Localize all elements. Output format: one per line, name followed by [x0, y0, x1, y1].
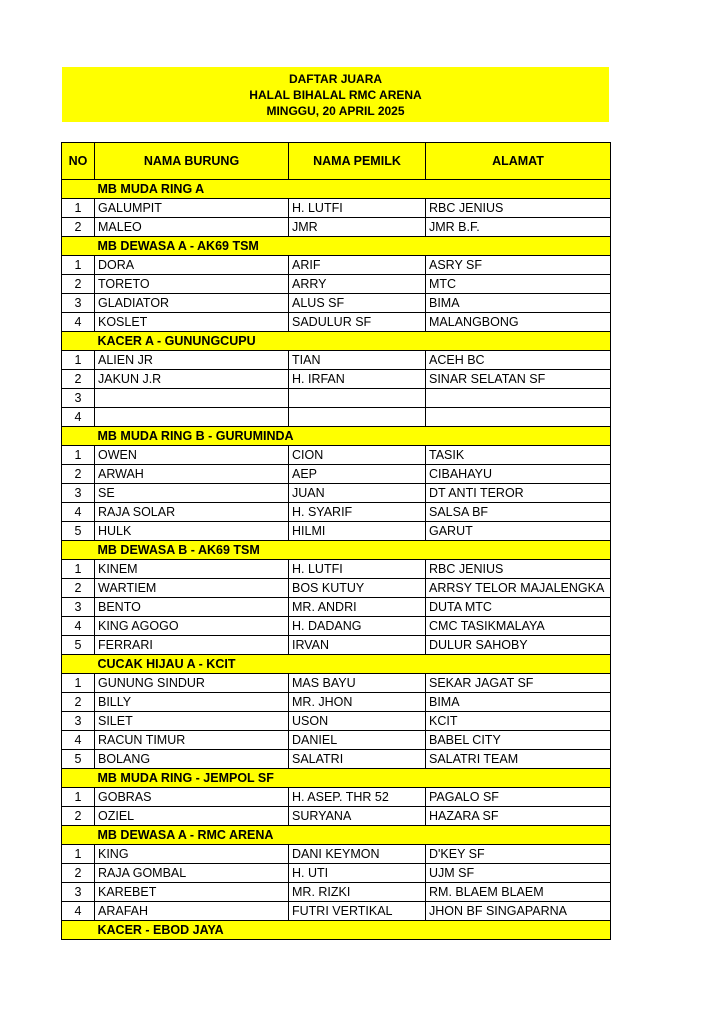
section-title: KACER - EBOD JAYA	[95, 921, 611, 940]
cell-nama-pemilik: H. UTI	[289, 864, 426, 883]
cell-no: 4	[62, 313, 95, 332]
cell-nama-pemilik: MR. ANDRI	[289, 598, 426, 617]
table-row	[62, 788, 611, 807]
cell-alamat: MTC	[426, 275, 611, 294]
table-row	[62, 902, 611, 921]
cell-nama-burung: RAJA SOLAR	[95, 503, 289, 522]
table-row	[62, 807, 611, 826]
table-header-row	[62, 143, 611, 180]
cell-nama-burung: RAJA GOMBAL	[95, 864, 289, 883]
table-row	[62, 484, 611, 503]
section-no-cell	[62, 769, 95, 788]
cell-nama-burung: KING	[95, 845, 289, 864]
header-nama-burung: NAMA BURUNG	[95, 143, 289, 180]
cell-nama-pemilik: SURYANA	[289, 807, 426, 826]
cell-no: 2	[62, 693, 95, 712]
section-title: MB MUDA RING A	[95, 180, 611, 199]
cell-no: 4	[62, 408, 95, 427]
table-row	[62, 560, 611, 579]
table-row	[62, 731, 611, 750]
cell-nama-pemilik: IRVAN	[289, 636, 426, 655]
cell-no: 5	[62, 750, 95, 769]
cell-nama-pemilik: JMR	[289, 218, 426, 237]
cell-nama-burung: KING AGOGO	[95, 617, 289, 636]
table-row	[62, 408, 611, 427]
cell-nama-pemilik: H. IRFAN	[289, 370, 426, 389]
section-title: MB MUDA RING B - GURUMINDA	[95, 427, 611, 446]
cell-nama-burung: OWEN	[95, 446, 289, 465]
section-no-cell	[62, 332, 95, 351]
header-no: NO	[62, 143, 95, 180]
cell-no: 1	[62, 674, 95, 693]
table-row	[62, 446, 611, 465]
cell-nama-pemilik: H. SYARIF	[289, 503, 426, 522]
cell-alamat: RM. BLAEM BLAEM	[426, 883, 611, 902]
cell-nama-burung: ARAFAH	[95, 902, 289, 921]
cell-alamat: ACEH BC	[426, 351, 611, 370]
cell-nama-pemilik: AEP	[289, 465, 426, 484]
section-no-cell	[62, 237, 95, 256]
cell-nama-burung: BILLY	[95, 693, 289, 712]
section-row	[62, 655, 611, 674]
cell-nama-pemilik: ALUS SF	[289, 294, 426, 313]
cell-alamat: SINAR SELATAN SF	[426, 370, 611, 389]
cell-nama-burung: GALUMPIT	[95, 199, 289, 218]
cell-alamat: DUTA MTC	[426, 598, 611, 617]
section-row	[62, 826, 611, 845]
section-row	[62, 180, 611, 199]
section-no-cell	[62, 180, 95, 199]
cell-no: 3	[62, 712, 95, 731]
cell-no: 3	[62, 294, 95, 313]
cell-alamat	[426, 389, 611, 408]
cell-no: 2	[62, 864, 95, 883]
table-row	[62, 218, 611, 237]
cell-no: 5	[62, 522, 95, 541]
header-nama-pemilik: NAMA PEMILK	[289, 143, 426, 180]
table-row	[62, 522, 611, 541]
cell-no: 3	[62, 883, 95, 902]
cell-no: 2	[62, 218, 95, 237]
section-row	[62, 427, 611, 446]
cell-nama-pemilik: FUTRI VERTIKAL	[289, 902, 426, 921]
table-row	[62, 351, 611, 370]
table-row	[62, 199, 611, 218]
cell-alamat: KCIT	[426, 712, 611, 731]
section-title: MB DEWASA B - AK69 TSM	[95, 541, 611, 560]
cell-nama-burung: JAKUN J.R	[95, 370, 289, 389]
cell-alamat: DT ANTI TEROR	[426, 484, 611, 503]
cell-nama-burung: ALIEN JR	[95, 351, 289, 370]
cell-no: 3	[62, 484, 95, 503]
cell-no: 1	[62, 845, 95, 864]
section-row	[62, 769, 611, 788]
cell-no: 3	[62, 598, 95, 617]
table-row	[62, 389, 611, 408]
title-line-1: DAFTAR JUARA	[288, 71, 383, 86]
cell-no: 2	[62, 465, 95, 484]
cell-nama-pemilik: DANIEL	[289, 731, 426, 750]
table-row	[62, 313, 611, 332]
cell-no: 3	[62, 389, 95, 408]
cell-nama-pemilik: H. LUTFI	[289, 199, 426, 218]
cell-no: 1	[62, 560, 95, 579]
cell-no: 1	[62, 446, 95, 465]
cell-no: 2	[62, 807, 95, 826]
cell-nama-pemilik: TIAN	[289, 351, 426, 370]
cell-alamat: MALANGBONG	[426, 313, 611, 332]
section-row	[62, 237, 611, 256]
table-row	[62, 579, 611, 598]
cell-nama-pemilik: DANI KEYMON	[289, 845, 426, 864]
cell-nama-pemilik: SALATRI	[289, 750, 426, 769]
cell-nama-pemilik: MR. JHON	[289, 693, 426, 712]
cell-nama-burung: GLADIATOR	[95, 294, 289, 313]
cell-no: 4	[62, 902, 95, 921]
cell-nama-burung: ARWAH	[95, 465, 289, 484]
cell-nama-burung: SILET	[95, 712, 289, 731]
cell-alamat: CMC TASIKMALAYA	[426, 617, 611, 636]
cell-nama-burung: BENTO	[95, 598, 289, 617]
cell-nama-burung: WARTIEM	[95, 579, 289, 598]
cell-nama-pemilik: CION	[289, 446, 426, 465]
cell-nama-pemilik: USON	[289, 712, 426, 731]
cell-nama-burung: SE	[95, 484, 289, 503]
cell-alamat: HAZARA SF	[426, 807, 611, 826]
cell-nama-burung: DORA	[95, 256, 289, 275]
section-title: MB DEWASA A - RMC ARENA	[95, 826, 611, 845]
title-block	[62, 67, 609, 122]
table-row	[62, 712, 611, 731]
cell-nama-burung	[95, 389, 289, 408]
cell-nama-burung: GUNUNG SINDUR	[95, 674, 289, 693]
header-alamat: ALAMAT	[426, 143, 611, 180]
cell-nama-burung: BOLANG	[95, 750, 289, 769]
table-row	[62, 693, 611, 712]
cell-no: 2	[62, 370, 95, 389]
title-line-3: MINGGU, 20 APRIL 2025	[266, 103, 405, 118]
section-row	[62, 332, 611, 351]
table-row	[62, 883, 611, 902]
cell-nama-pemilik	[289, 389, 426, 408]
cell-alamat: RBC JENIUS	[426, 560, 611, 579]
table-row	[62, 845, 611, 864]
cell-no: 5	[62, 636, 95, 655]
cell-nama-pemilik: H. ASEP. THR 52	[289, 788, 426, 807]
cell-alamat: ASRY SF	[426, 256, 611, 275]
section-no-cell	[62, 826, 95, 845]
cell-nama-burung: MALEO	[95, 218, 289, 237]
cell-alamat: TASIK	[426, 446, 611, 465]
section-no-cell	[62, 921, 95, 940]
cell-nama-pemilik: MAS BAYU	[289, 674, 426, 693]
cell-nama-pemilik: JUAN	[289, 484, 426, 503]
cell-alamat: GARUT	[426, 522, 611, 541]
cell-no: 1	[62, 256, 95, 275]
cell-nama-pemilik	[289, 408, 426, 427]
cell-no: 4	[62, 617, 95, 636]
cell-alamat: BIMA	[426, 294, 611, 313]
cell-alamat: UJM SF	[426, 864, 611, 883]
cell-alamat: DULUR SAHOBY	[426, 636, 611, 655]
table-row	[62, 864, 611, 883]
section-title: MB MUDA RING - JEMPOL SF	[95, 769, 611, 788]
title-line-2: HALAL BIHALAL RMC ARENA	[249, 87, 422, 102]
cell-nama-burung: OZIEL	[95, 807, 289, 826]
table-body	[62, 180, 611, 940]
section-title: CUCAK HIJAU A - KCIT	[95, 655, 611, 674]
cell-no: 1	[62, 199, 95, 218]
cell-alamat: JMR B.F.	[426, 218, 611, 237]
cell-nama-burung: TORETO	[95, 275, 289, 294]
winners-table	[61, 142, 611, 940]
table-row	[62, 465, 611, 484]
cell-nama-pemilik: SADULUR SF	[289, 313, 426, 332]
cell-alamat: SALATRI TEAM	[426, 750, 611, 769]
cell-alamat: CIBAHAYU	[426, 465, 611, 484]
table-row	[62, 370, 611, 389]
table-row	[62, 503, 611, 522]
cell-alamat	[426, 408, 611, 427]
section-row	[62, 541, 611, 560]
table-row	[62, 674, 611, 693]
cell-alamat: JHON BF SINGAPARNA	[426, 902, 611, 921]
cell-alamat: ARRSY TELOR MAJALENGKA	[426, 579, 611, 598]
cell-no: 1	[62, 351, 95, 370]
cell-alamat: BABEL CITY	[426, 731, 611, 750]
cell-nama-burung: KAREBET	[95, 883, 289, 902]
table-row	[62, 275, 611, 294]
cell-nama-burung: GOBRAS	[95, 788, 289, 807]
section-no-cell	[62, 541, 95, 560]
cell-nama-pemilik: H. DADANG	[289, 617, 426, 636]
section-no-cell	[62, 655, 95, 674]
table-row	[62, 636, 611, 655]
cell-nama-pemilik: ARIF	[289, 256, 426, 275]
table-row	[62, 294, 611, 313]
table-row	[62, 750, 611, 769]
cell-alamat: SEKAR JAGAT SF	[426, 674, 611, 693]
cell-no: 2	[62, 579, 95, 598]
cell-no: 4	[62, 503, 95, 522]
section-title: MB DEWASA A - AK69 TSM	[95, 237, 611, 256]
cell-nama-burung: KINEM	[95, 560, 289, 579]
section-no-cell	[62, 427, 95, 446]
cell-nama-burung: RACUN TIMUR	[95, 731, 289, 750]
cell-nama-burung: FERRARI	[95, 636, 289, 655]
cell-alamat: SALSA BF	[426, 503, 611, 522]
cell-alamat: PAGALO SF	[426, 788, 611, 807]
cell-nama-pemilik: HILMI	[289, 522, 426, 541]
cell-nama-pemilik: ARRY	[289, 275, 426, 294]
section-row	[62, 921, 611, 940]
cell-nama-pemilik: BOS KUTUY	[289, 579, 426, 598]
cell-nama-burung	[95, 408, 289, 427]
cell-alamat: RBC JENIUS	[426, 199, 611, 218]
table-row	[62, 617, 611, 636]
cell-alamat: D'KEY SF	[426, 845, 611, 864]
cell-alamat: BIMA	[426, 693, 611, 712]
section-title: KACER A - GUNUNGCUPU	[95, 332, 611, 351]
cell-nama-burung: KOSLET	[95, 313, 289, 332]
cell-no: 2	[62, 275, 95, 294]
cell-nama-burung: HULK	[95, 522, 289, 541]
cell-no: 1	[62, 788, 95, 807]
cell-nama-pemilik: MR. RIZKI	[289, 883, 426, 902]
cell-nama-pemilik: H. LUTFI	[289, 560, 426, 579]
table-row	[62, 256, 611, 275]
cell-no: 4	[62, 731, 95, 750]
table-row	[62, 598, 611, 617]
